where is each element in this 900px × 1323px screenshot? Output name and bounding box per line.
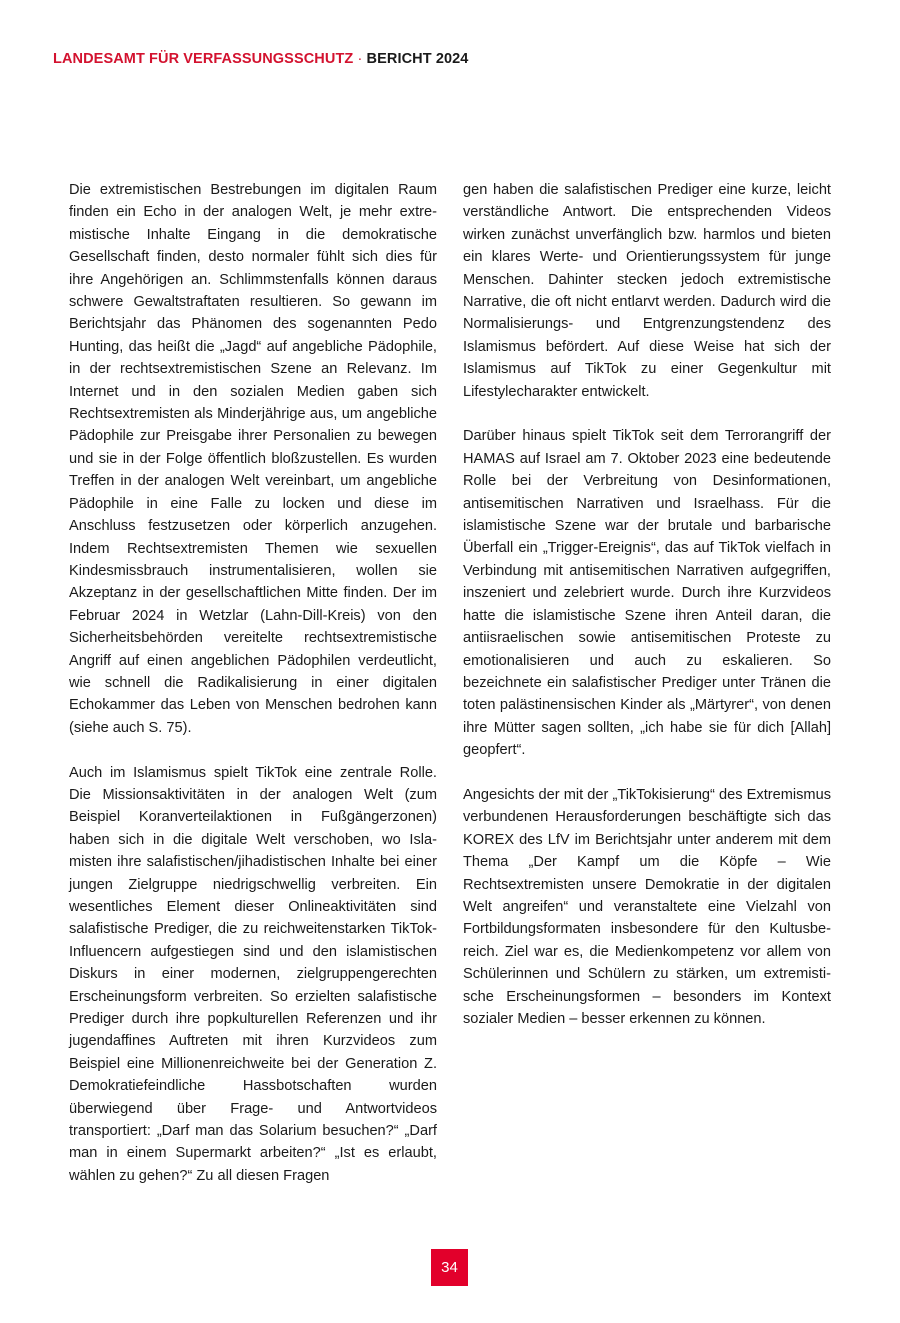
paragraph-salafist-answers: gen haben die salafistischen Prediger eine kurze, leicht verständliche Antwort. Die entsprechenden Videos wirken zunächst unverfänglich bzw. harmlos und bieten ein klares Werte- und Orientierungssystem für junge Menschen. Dahinter stecken jedoch extremistische Narrative, die oft nicht entlarvt werden. Dadurch wird die Normalisierungs- und Entgrenzungstendenz des Islamismus befördert. Auf diese Weise hat sich der Islamismus auf TikTok zu einer Gegenkultur mit Lifestylecharakter entwickelt. — [463, 182, 831, 400]
paragraph-hamas-attack: Darüber hinaus spielt TikTok seit dem Terrorangriff der HAMAS auf Israel am 7. Oktober 2023 eine bedeutende Rolle bei der Verbreitung von Desinformationen, antisemitischen Narrativen und Israelhass. Für die islamistische Szene war der brutale und barbarische Überfall ein „Trigger-Ereignis“, das auf TikTok vielfach in Verbindung mit antisemitischen Narrativen aufgegriffen, inszeniert und zelebriert wurde. Durch ihre Kurzvideos hatte die islamistische Szene ihren Anteil daran, die antiisraelischen sowie antisemitischen Proteste zu emotionalisieren und auch zu eskalieren. So bezeichnete ein salafistischer Prediger unter Tränen die toten palästinensischen Kinder als „Märtyrer“, von denen ihre Mütter sagen sollten, „ich habe sie für dich [Allah] geopfert“. — [463, 428, 831, 759]
page-number: 34 — [441, 1259, 458, 1276]
header-separator: · — [353, 51, 367, 67]
paragraph-korex: Angesichts der mit der „TikTokisierung“ des Extremismus verbundenen Herausforderungen beschäftigte sich das KOREX des LfV im Berichtsjahr unter anderem mit dem Thema „Der Kampf um die Köpfe – Wie Rechtsextremisten unsere Demokratie in der digitalen Welt angreifen“ und veranstaltete eine Vielzahl von Fortbildungsformaten insbesondere für den Kultusbereich. Ziel war es, die Medienkompetenz vor allem von Schülerinnen und Schülern zu stärken, um extremistische Erscheinungsformen – besonders im Kontext sozialer Medien – besser erkennen zu können. — [463, 786, 831, 1027]
paragraph-islamism-tiktok: Auch im Islamismus spielt TikTok eine zentrale Rolle. Die Missionsaktivitäten in der analogen Welt (zum Beispiel Koranverteilaktionen in Fußgängerzonen) haben sich in die digitale Welt verschoben, wo Islamisten ihre salafistischen/jihadistischen Inhalte bei einer jungen Zielgruppe niedrigschwellig verbreiten. Ein wesentliches Element dieser Onlineaktivitäten sind salafistische Prediger, die zu reichweitenstarken TikTok-Influencern aufgestiegen sind und den islamistischen Diskurs in einer modernen, zielgruppengerechten Erscheinungsform verbreiten. So erzielten salafistische Prediger durch ihre popkulturellen Referenzen und ihr jugendaffines Auftreten mit ihren Kurzvideos zum Beispiel eine Millionenreichweite bei der Generation Z. Demokratiefeindliche Hassbotschaften wurden überwiegend über Frage- und Antwortvideos transportiert: „Darf man das Solarium besuchen?“ „Darf man in einem Supermarkt arbeiten?“ „Ist es erlaubt, wählen zu gehen?“ Zu all diesen Fragen — [69, 764, 437, 1184]
header-organization: LANDESAMT FÜR VERFASSUNGSSCHUTZ — [53, 51, 354, 67]
left-column — [69, 179, 437, 1210]
right-column — [463, 179, 831, 1053]
running-header — [53, 51, 468, 67]
page-number-badge — [431, 1249, 468, 1286]
header-report-title: BERICHT 2024 — [366, 51, 469, 67]
paragraph-pedo-hunting: Die extremistischen Bestrebungen im digitalen Raum finden ein Echo in der analogen Welt, je mehr extremistische Inhalte Eingang in die demokratische Gesellschaft finden, desto normaler fühlt sich dies für ihre Angehörigen an. Schlimmstenfalls können daraus schwere Gewaltstraftaten resultieren. So gewann im Berichtsjahr das Phänomen des sogenannten Pedo Hunting, das heißt die „Jagd“ auf angebliche Pädophile, in der rechtsextremistischen Szene an Relevanz. Im Internet und in den sozialen Medien gaben sich Rechtsextremisten als Minderjährige aus, um angebliche Pädophile zur Preisgabe ihrer Personalien zu bewegen und sie in der Folge öffentlich bloßzustellen. Es wurden Treffen in der analogen Welt vereinbart, um angebliche Pädophile in eine Falle zu locken und diese im Anschluss festzusetzen oder körperlich anzugehen. Indem Rechtsextremisten Themen wie sexuellen Kindesmissbrauch instrumentalisieren, wollen sie Akzeptanz in der gesellschaftlichen Mitte finden. Der im Februar 2024 in Wetzlar (Lahn-Dill-Kreis) von den Sicherheitsbehörden vereitelte rechtsextremistische Angriff auf einen angeblichen Pädophilen verdeutlicht, wie schnell die Radikalisierung in einer digitalen Echokammer das Leben von Menschen bedrohen kann (siehe auch S. 75). — [69, 182, 437, 736]
